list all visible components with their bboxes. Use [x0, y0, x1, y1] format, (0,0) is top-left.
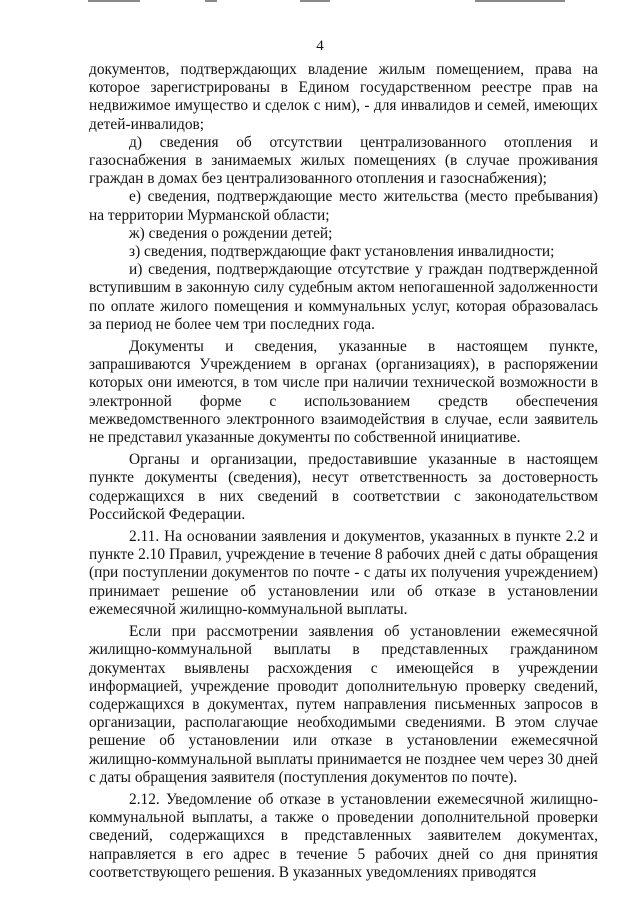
scan-mark [88, 0, 140, 2]
scan-mark [300, 0, 330, 2]
list-item-z: з) сведения, подтверждающие факт установления инвалидности; [129, 243, 555, 261]
scan-mark [205, 0, 217, 2]
paragraph-documents-requested: Документы и сведения, указанные в настоящем пункте, запрашиваются Учреждением в органах (организациях), в распоряжении которых они имеются, в том числе при наличии технической возможности в электронной форме с использованием средств обеспечения межведомственного электронного взаимодействия в случае, если заявитель не представил указанные документы по собственной инициативе. [89, 338, 598, 447]
list-item-i: и) сведения, подтверждающие отсутствие у граждан подтвержденной вступившим в законную силу судебным актом непогашенной задолженности по оплате жилого помещения и коммунальных услуг, которая образовалась за период не более чем три последних года. [89, 261, 598, 333]
list-item-d: д) сведения об отсутствии централизованного отопления и газоснабжения в занимаемых жилых помещениях (в случае проживания граждан в домах без централизованного отопления и газоснабжения); [89, 133, 598, 188]
scan-mark [475, 0, 565, 2]
list-item-zh: ж) сведения о рождении детей; [129, 224, 333, 242]
clause-2-11: 2.11. На основании заявления и документов, указанных в пункте 2.2 и пункте 2.10 Правил, учреждение в течение 8 рабочих дней с даты обращения (при поступлении документов по почте - с даты их получения учреждением) принимает решение об установлении или об отказе в установлении ежемесячной жилищно-коммунальной выплаты. [89, 528, 598, 618]
paragraph-discrepancies: Если при рассмотрении заявления об установлении ежемесячной жилищно-коммунальной выплаты в представленных гражданином документах выявлены расхождения с имеющейся в учреждении информацией, учреждение проводит дополнительную проверку сведений, содержащихся в документах, путем направления письменных запросов в организации, располагающие необходимыми сведениями. В этом случае решение об установлении или отказе в установлении ежемесячной жилищно-коммунальной выплаты принимается не позднее чем через 30 дней с даты обращения заявителя (поступления документов по почте). [89, 623, 598, 786]
scan-edge-marks [0, 0, 640, 4]
list-item-e: е) сведения, подтверждающие место жительства (место пребывания) на территории Мурманской области; [89, 188, 598, 224]
page-number: 4 [316, 38, 324, 54]
paragraph-continuation: документов, подтверждающих владение жилым помещением, права на которое зарегистрированы в Едином государственном реестре прав на недвижимое имущество и сделок с ним), - для инвалидов и семей, имеющих детей-инвалидов; [89, 61, 598, 133]
paragraph-organizations-responsibility: Органы и организации, предоставившие указанные в настоящем пункте документы (сведения), несут ответственность за достоверность содержащихся в них сведений в соответствии с законодательством Российской Федерации. [89, 451, 598, 523]
document-body [89, 61, 598, 882]
clause-2-12: 2.12. Уведомление об отказе в установлении ежемесячной жилищно-коммунальной выплаты, а также о проведении дополнительной проверки сведений, содержащихся в представленных заявителем документах, направляется в его адрес в течение 5 рабочих дней со дня принятия соответствующего решения. В указанных уведомлениях приводятся [89, 790, 598, 881]
